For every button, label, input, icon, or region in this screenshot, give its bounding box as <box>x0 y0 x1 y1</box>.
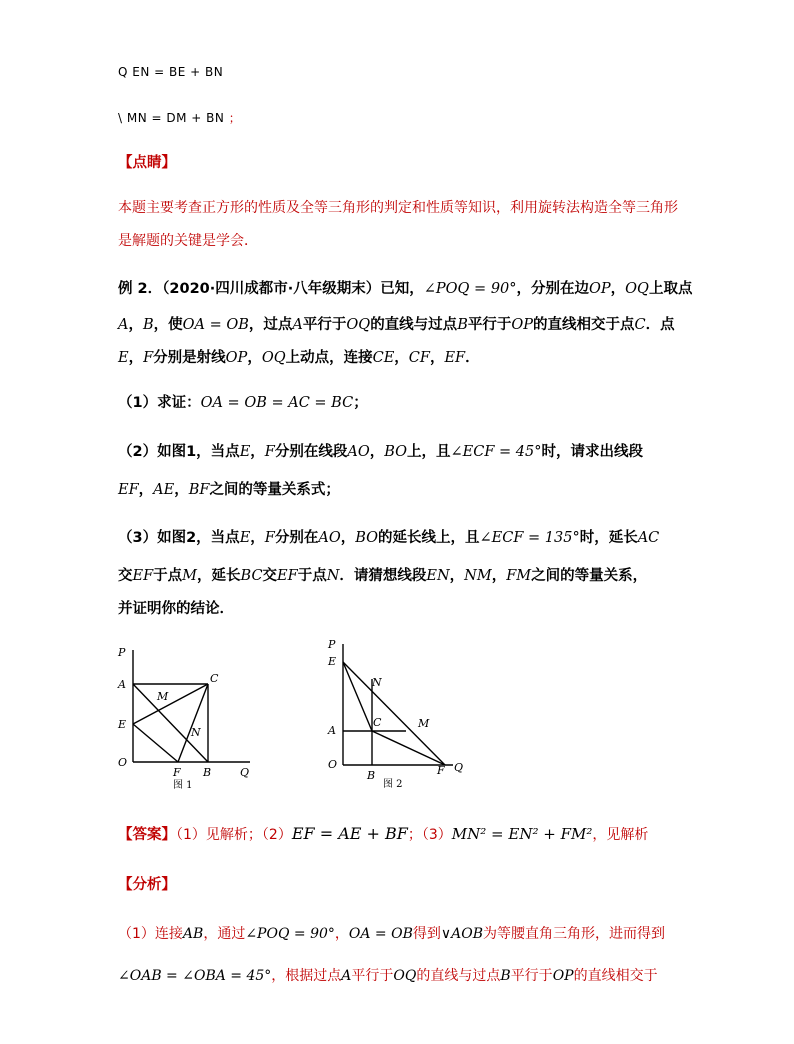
p3-e: E <box>239 530 251 546</box>
sep: ， <box>128 317 143 333</box>
example-line-3: E，F分别是射线OP，OQ上动点，连接CE，CF，EF． <box>118 350 480 366</box>
an-tri-aob: ∨AOB <box>440 926 483 942</box>
p2-f: F <box>264 444 275 460</box>
p2-t2: 时，请求出线段 <box>541 444 643 460</box>
an-op: OP <box>552 968 574 984</box>
p2-ao: AO <box>347 444 370 460</box>
fig2-label-b: B <box>367 769 376 782</box>
example-line-2 <box>118 313 675 334</box>
p2-t1: 上，且 <box>407 444 451 460</box>
oq2: OQ <box>346 317 371 333</box>
fig2-label-p: P <box>328 638 336 651</box>
f: F <box>143 350 154 366</box>
an-l1-a: （1）连接 <box>118 926 183 942</box>
fig1-label-c: C <box>210 672 219 685</box>
an-ab: AB <box>182 926 204 942</box>
b2: B <box>457 317 468 333</box>
p3-nm: NM <box>464 568 492 584</box>
c: C <box>634 317 646 333</box>
answer-line <box>118 823 648 844</box>
proof-line-2 <box>118 109 241 126</box>
fig1-label-n: N <box>191 726 201 739</box>
t4: ，过点 <box>248 317 293 333</box>
fig1-label-m: M <box>157 690 169 703</box>
part1 <box>118 391 368 412</box>
oq: OQ <box>625 281 649 297</box>
sep2: ， <box>128 350 144 366</box>
answer-eq3: MN² = EN² + FM² <box>451 825 593 843</box>
an-a: A <box>341 968 352 984</box>
t5b: 平行于 <box>467 317 512 333</box>
t2: 上取点 <box>648 281 693 297</box>
fig1-label-f: F <box>173 766 181 779</box>
an-l2-c: 的直线与过点 <box>416 968 501 984</box>
p2-t3: 之间的等量关系式； <box>209 482 340 498</box>
dianjing-text-2: 是解题的关键是学会． <box>118 233 258 249</box>
a: A <box>118 317 129 333</box>
an-b: B <box>500 968 511 984</box>
fig2-caption: 图 2 <box>383 779 403 790</box>
t8: ．点 <box>645 317 675 333</box>
an-l1-d: 得到 <box>412 926 441 942</box>
an-oq: OQ <box>393 968 417 984</box>
p3-t6: 并证明你的结论． <box>118 601 234 617</box>
answer-tag: 【答案】 <box>118 827 176 843</box>
part3-line-2: 交EF于点M，延长BC交EF于点N．请猜想线段EN，NM，FM之间的等量关系， <box>118 568 648 584</box>
part2-line-1: （2）如图1，当点E，F分别在线段AO，BO上，且∠ECF = 45°时，请求出线段 <box>118 444 643 460</box>
fig1-label-b: B <box>203 766 212 779</box>
ce: CE <box>372 350 395 366</box>
t5: 平行于 <box>302 317 347 333</box>
oq3: OQ <box>261 350 286 366</box>
fig2-label-a: A <box>328 724 336 737</box>
fig2-label-q: Q <box>454 761 464 774</box>
answer-eq2: EF = AE + BF <box>291 824 408 843</box>
p2-ae: AE <box>153 482 175 498</box>
dianjing-text-1: 本题主要考查正方形的性质及全等三角形的判定和性质等知识，利用旋转法构造全等三角形 <box>118 200 678 216</box>
p3-yudian: 于点 <box>153 568 183 584</box>
fig2-label-o: O <box>328 758 338 771</box>
analysis-tag: 【分析】 <box>118 877 176 893</box>
fig2-label-e: E <box>328 655 337 668</box>
p3-t3: 时，延长 <box>579 530 638 546</box>
part3-label: （3）如图2，当点 <box>118 530 240 546</box>
cf: CF <box>408 350 430 366</box>
p3-ao: AO <box>318 530 341 546</box>
p3-fm: FM <box>506 568 532 584</box>
example-label: 例 2． <box>118 281 163 297</box>
fig1-label-q: Q <box>240 766 250 779</box>
part3-line-3 <box>118 597 234 618</box>
t9: 分别是射线 <box>153 350 226 366</box>
an-angles: ∠OAB = ∠OBA = 45° <box>118 968 272 984</box>
p3-yanchang: ，延长 <box>197 568 241 584</box>
p3-n: N <box>326 568 340 584</box>
t3: ，使 <box>153 317 183 333</box>
angle-ecf-135: ∠ECF = 135° <box>479 530 580 546</box>
part1-semicolon: ； <box>353 395 368 411</box>
proof-line-1 <box>118 65 223 79</box>
an-l1-c: ， <box>334 926 349 942</box>
t1: ，分别在边 <box>516 281 590 297</box>
fig1-label-p: P <box>118 646 126 659</box>
fig2-label-c: C <box>373 716 382 729</box>
an-l2-b2: 平行于 <box>510 968 553 984</box>
fig1-caption: 图 1 <box>173 780 193 791</box>
fig2-label-n: N <box>372 676 382 689</box>
part2-line-2: EF，AE，BF之间的等量关系式； <box>118 482 340 498</box>
fig1-label-e: E <box>118 718 127 731</box>
p3-m: M <box>182 568 198 584</box>
p3-t2: 的延长线上，且 <box>378 530 480 546</box>
p3-ef2: EF <box>277 568 298 584</box>
e: E <box>118 350 129 366</box>
angle-poq: ∠POQ = 90° <box>423 281 517 297</box>
period: ． <box>465 350 480 366</box>
p3-jiao: 交 <box>118 568 133 584</box>
p3-ac: AC <box>637 530 660 546</box>
proof-line-2-punct: ； <box>228 111 242 125</box>
an-l2-a: ，根据过点 <box>271 968 342 984</box>
proof-line-2-text: \ MN = DM + BN <box>118 111 225 125</box>
ef: EF <box>444 350 466 366</box>
fig2-label-f: F <box>437 764 445 777</box>
p2-fenbie: 分别在线段 <box>274 444 348 460</box>
fig1-label-a: A <box>118 678 126 691</box>
t7: 的直线相交于点 <box>533 317 635 333</box>
fig1-label-o: O <box>118 756 128 769</box>
op2: OP <box>511 317 533 333</box>
answer-p1: （1）见解析；（2） <box>176 827 292 843</box>
t10: 上动点，连接 <box>285 350 373 366</box>
p3-bo: BO <box>355 530 379 546</box>
p3-fenbie: 分别在 <box>274 530 319 546</box>
p2-e: E <box>239 444 251 460</box>
proof-line-1-text: Q EN = BE + BN <box>118 65 224 79</box>
an-l2-d: 的直线相交于 <box>573 968 658 984</box>
example-intro: 已知， <box>380 281 424 297</box>
b: B <box>142 317 154 333</box>
p2-ef: EF <box>118 482 139 498</box>
an-oa-ob: OA = OB <box>348 926 413 942</box>
figure-1 <box>115 640 265 800</box>
figure-2 <box>325 634 475 794</box>
p3-jiao2: 交 <box>262 568 278 584</box>
p3-bc: BC <box>240 568 263 584</box>
p3-f: F <box>264 530 275 546</box>
analysis-line-1 <box>118 923 665 943</box>
analysis-line-2 <box>118 965 658 985</box>
dianjing-tag: 【点睛】 <box>118 155 176 171</box>
answer-p2: ；（3） <box>407 827 452 843</box>
p2-bo: BO <box>384 444 408 460</box>
an-l1-b: ，通过 <box>203 926 246 942</box>
op3: OP <box>225 350 248 366</box>
part1-eq: OA = OB = AC = BC <box>200 395 354 411</box>
an-l1-e: 为等腰直角三角形，进而得到 <box>483 926 665 942</box>
oa-eq-ob: OA = OB <box>182 317 249 333</box>
an-l2-b: 平行于 <box>351 968 394 984</box>
a2: A <box>292 317 303 333</box>
p3-t5: 之间的等量关系， <box>531 568 648 584</box>
example-line-1: 例 2．（2020·四川成都市·八年级期末）已知，∠POQ = 90°，分别在边OP，OQ上取点 <box>118 281 693 297</box>
part2-label: （2）如图1，当点 <box>118 444 240 460</box>
answer-p3: ，见解析 <box>592 827 649 843</box>
an-angle-poq: ∠POQ = 90° <box>245 926 335 942</box>
t6: 的直线与过点 <box>370 317 458 333</box>
op: OP <box>589 281 611 297</box>
p3-t4: ．请猜想线段 <box>339 568 427 584</box>
fig2-label-m: M <box>418 717 430 730</box>
p2-bf: BF <box>188 482 210 498</box>
p3-en: EN <box>426 568 450 584</box>
part3-line-1: （3）如图2，当点E，F分别在AO，BO的延长线上，且∠ECF = 135°时，延长AC <box>118 530 660 546</box>
angle-ecf-45: ∠ECF = 45° <box>450 444 542 460</box>
example-source: （2020·四川成都市·八年级期末） <box>162 281 381 297</box>
p3-ef: EF <box>132 568 154 584</box>
part1-label: （1）求证： <box>118 395 201 411</box>
p3-yudian2: 于点 <box>297 568 327 584</box>
